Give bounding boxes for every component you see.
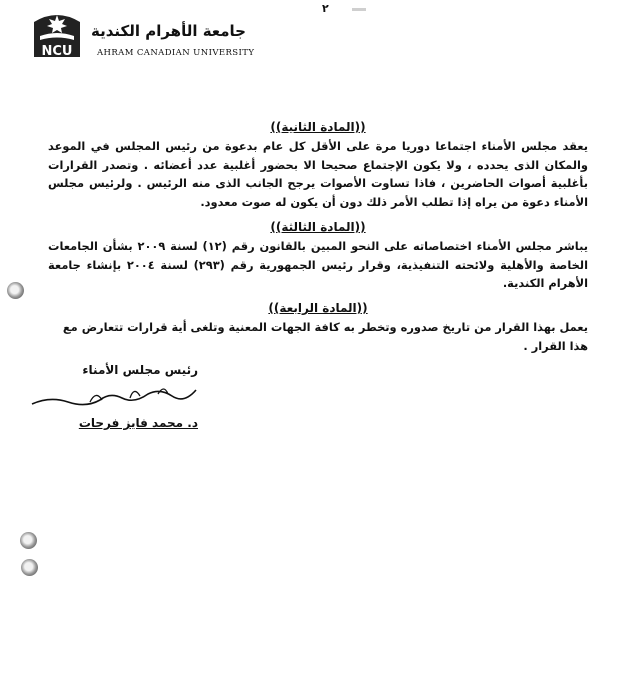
page-number: ٢: [322, 2, 329, 15]
article-3: [48, 218, 588, 293]
top-scan-mark: [352, 8, 366, 11]
article-2: [48, 118, 588, 212]
punch-hole-icon: [7, 282, 24, 299]
punch-hole-icon: [20, 532, 37, 549]
article-text: يباشر مجلس الأمناء اختصاصاته على النحو المبين بالقانون رقم (١٢) لسنة ٢٠٠٩ بشأن الجامعات الخاصة والأهلية ولائحته التنفيذية، وقرار رئيس الجمهورية رقم (٢٩٣) لسنة ٢٠٠٤ بإنشاء جامعة الأهرام الكندية.: [48, 238, 589, 291]
article-text: يعقد مجلس الأمناء اجتماعا دوريا مرة على الأقل كل عام بدعوة من رئيس المجلس في الموعد والمكان الذى يحدده ، ولا يكون الإجتماع صحيحا الا بحضور أغلبية عدد أعضائه . وتصدر القرارات بأغلبية أصوات الحاضرين ، فاذا تساوت الأصوات يرجح الجانب الذى منه الرئيس . ولرئيس مجلس الأمناء دعوة من يراه إذا تطلب الأمر ذلك دون أن يكون له صوت معدود.: [48, 139, 588, 210]
article-heading: ((المادة الثالثة)): [270, 219, 366, 234]
document-body: [48, 118, 588, 361]
punch-hole-icon: [21, 559, 38, 576]
signatory-name: د. محمد فايز فرحات: [78, 416, 198, 430]
article-heading: ((المادة الرابعة)): [268, 300, 368, 315]
university-name-arabic: جامعة الأهرام الكندية: [90, 22, 246, 40]
article-heading: ((المادة الثانية)): [270, 120, 366, 134]
university-name-english: AHRAM CANADIAN UNIVERSITY: [97, 48, 255, 58]
university-logo-icon: [30, 10, 84, 62]
article-text: يعمل بهذا القرار من تاريخ صدوره وتخطر به كافة الجهات المعنية وتلغى أية قرارات تتعارض مع هذا القرار .: [62, 319, 588, 353]
article-4: [48, 299, 588, 355]
handwritten-signature-icon: [30, 382, 200, 412]
signatory-title: رئيس مجلس الأمناء: [82, 363, 198, 377]
logo-text: NCU: [41, 44, 73, 59]
